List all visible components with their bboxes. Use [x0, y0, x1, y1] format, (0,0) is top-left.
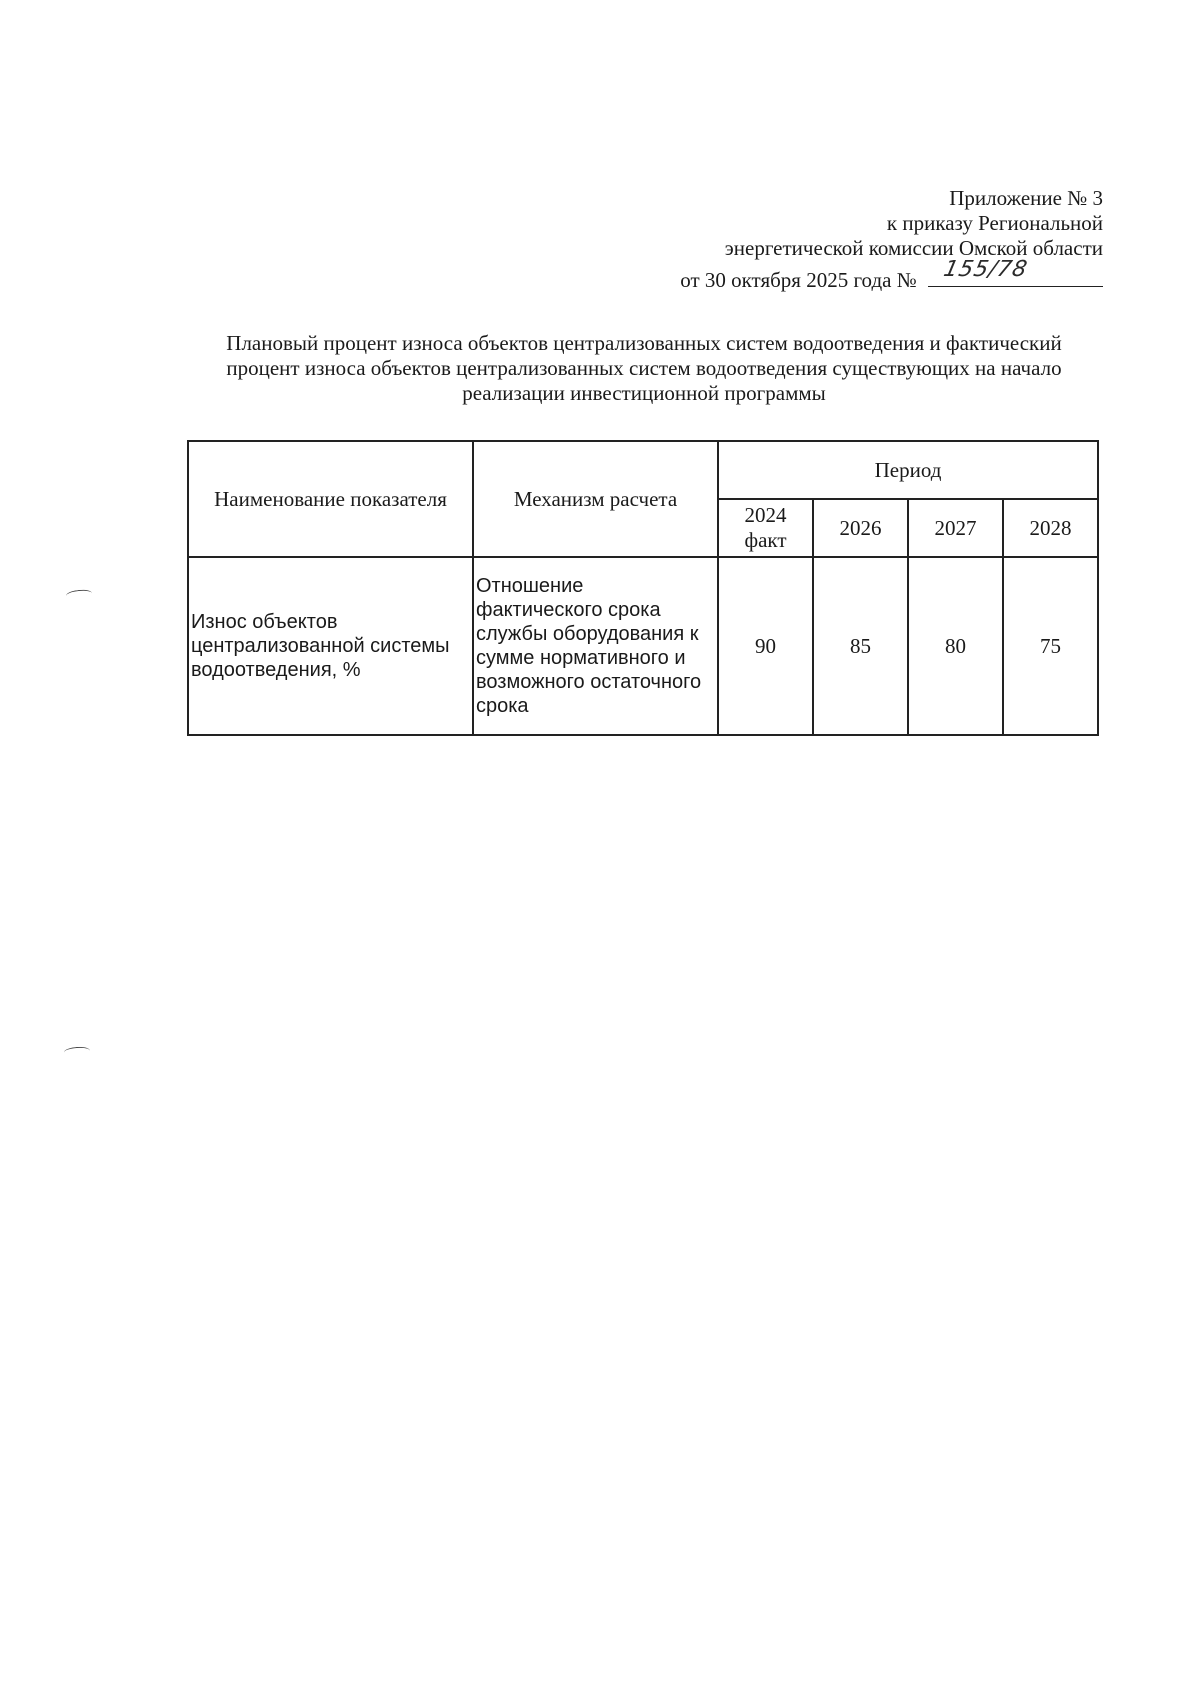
year-label: 2024	[744, 503, 787, 527]
year-note: факт	[744, 528, 787, 552]
value-2028: 75	[1003, 557, 1098, 735]
order-date: от 30 октября 2025 года №	[680, 268, 917, 292]
indicator-name-line: водоотведения, %	[191, 659, 361, 681]
mechanism-line: Отношение	[476, 575, 584, 597]
title-line-3: реализации инвестиционной программы	[462, 381, 826, 405]
appendix-number: Приложение № 3	[949, 186, 1103, 210]
header-year-2026: 2026	[813, 499, 908, 557]
table-header-row	[188, 441, 1098, 499]
title-line-1: Плановый процент износа объектов централизованных систем водоотведения и фактический	[226, 331, 1062, 355]
value-2026: 85	[813, 557, 908, 735]
appendix-header	[583, 186, 1103, 293]
header-period: Период	[718, 441, 1098, 499]
header-calculation-mechanism: Механизм расчета	[473, 441, 718, 557]
order-number-field	[928, 257, 1103, 287]
calculation-mechanism-cell	[473, 557, 718, 735]
indicator-table-wrapper	[187, 440, 1099, 736]
mechanism-line: фактического срока	[476, 599, 661, 621]
indicator-table	[187, 440, 1099, 736]
title-line-2: процент износа объектов централизованных систем водоотведения существующих на начало	[226, 356, 1062, 380]
order-reference: к приказу Региональной	[886, 211, 1103, 235]
header-year-2027: 2027	[908, 499, 1003, 557]
value-2024: 90	[718, 557, 813, 735]
header-year-2028: 2028	[1003, 499, 1098, 557]
commission-name: энергетической комиссии Омской области	[724, 236, 1103, 260]
scan-mark-decoration	[66, 589, 93, 601]
value-2027: 80	[908, 557, 1003, 735]
document-title	[188, 331, 1100, 406]
scan-mark-decoration	[64, 1046, 91, 1057]
mechanism-line: сумме нормативного и	[476, 647, 686, 669]
header-indicator-name: Наименование показателя	[188, 441, 473, 557]
table-row	[188, 557, 1098, 735]
mechanism-line: возможного остаточного	[476, 671, 702, 693]
header-year-2024	[718, 499, 813, 557]
order-date-line	[583, 257, 1103, 293]
mechanism-line: службы оборудования к	[476, 623, 699, 645]
indicator-name-line: централизованной системы	[191, 635, 450, 657]
indicator-name-cell	[188, 557, 473, 735]
indicator-name-line: Износ объектов	[191, 611, 338, 633]
handwritten-order-number: 155/78	[941, 257, 1031, 282]
mechanism-line: срока	[476, 695, 529, 717]
